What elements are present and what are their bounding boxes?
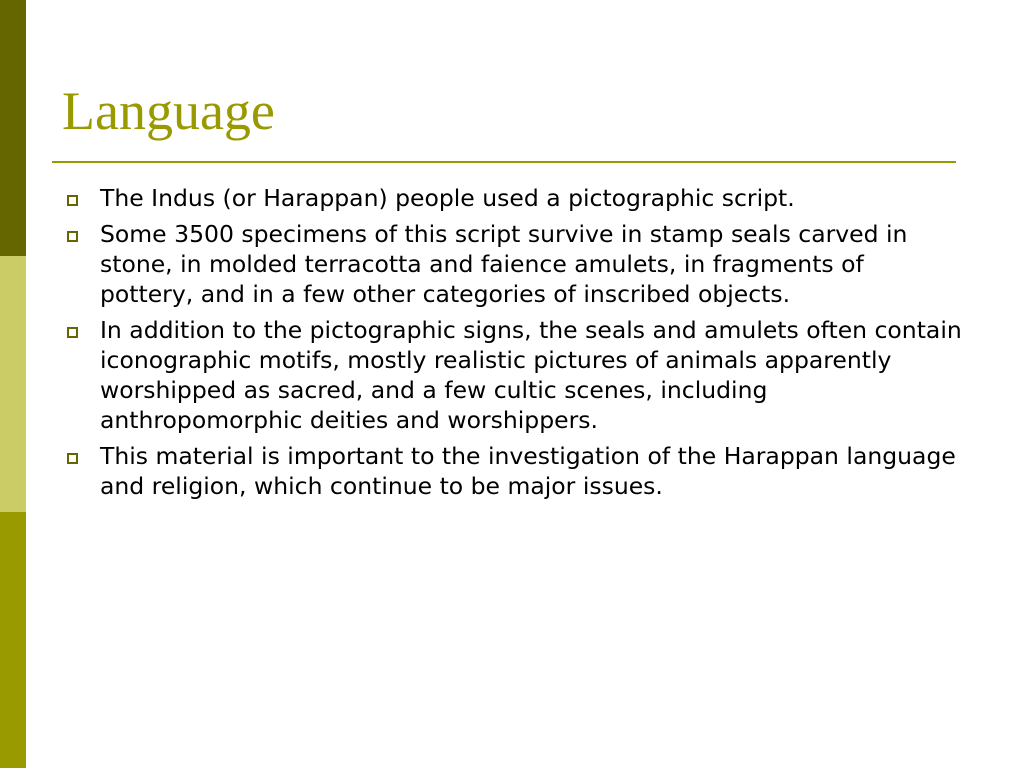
bullet-text: In addition to the pictographic signs, the seals and amulets often contain iconographic motifs, mostly realistic pictures of animals apparently worshipped as sacred, and a few cultic scenes, including anthropomorphic deities and worshippers. (100, 316, 962, 434)
hollow-square-bullet-icon (67, 453, 78, 464)
bullet-item (64, 441, 964, 501)
bullet-list (64, 183, 964, 507)
bullet-item (64, 183, 964, 213)
side-bar-bottom (0, 512, 26, 768)
hollow-square-bullet-icon (67, 231, 78, 242)
bullet-text: Some 3500 specimens of this script survive in stamp seals carved in stone, in molded terracotta and faience amulets, in fragments of pottery, and in a few other categories of inscribed objects. (100, 220, 908, 308)
hollow-square-bullet-icon (67, 195, 78, 206)
bullet-item (64, 219, 964, 309)
side-bar-top (0, 0, 26, 256)
bullet-text: The Indus (or Harappan) people used a pictographic script. (100, 184, 795, 212)
bullet-item (64, 315, 964, 435)
title-underline (52, 161, 956, 163)
slide-title: Language (62, 81, 275, 141)
hollow-square-bullet-icon (67, 327, 78, 338)
bullet-text: This material is important to the investigation of the Harappan language and religion, which continue to be major issues. (100, 442, 956, 500)
side-bar-middle (0, 256, 26, 512)
